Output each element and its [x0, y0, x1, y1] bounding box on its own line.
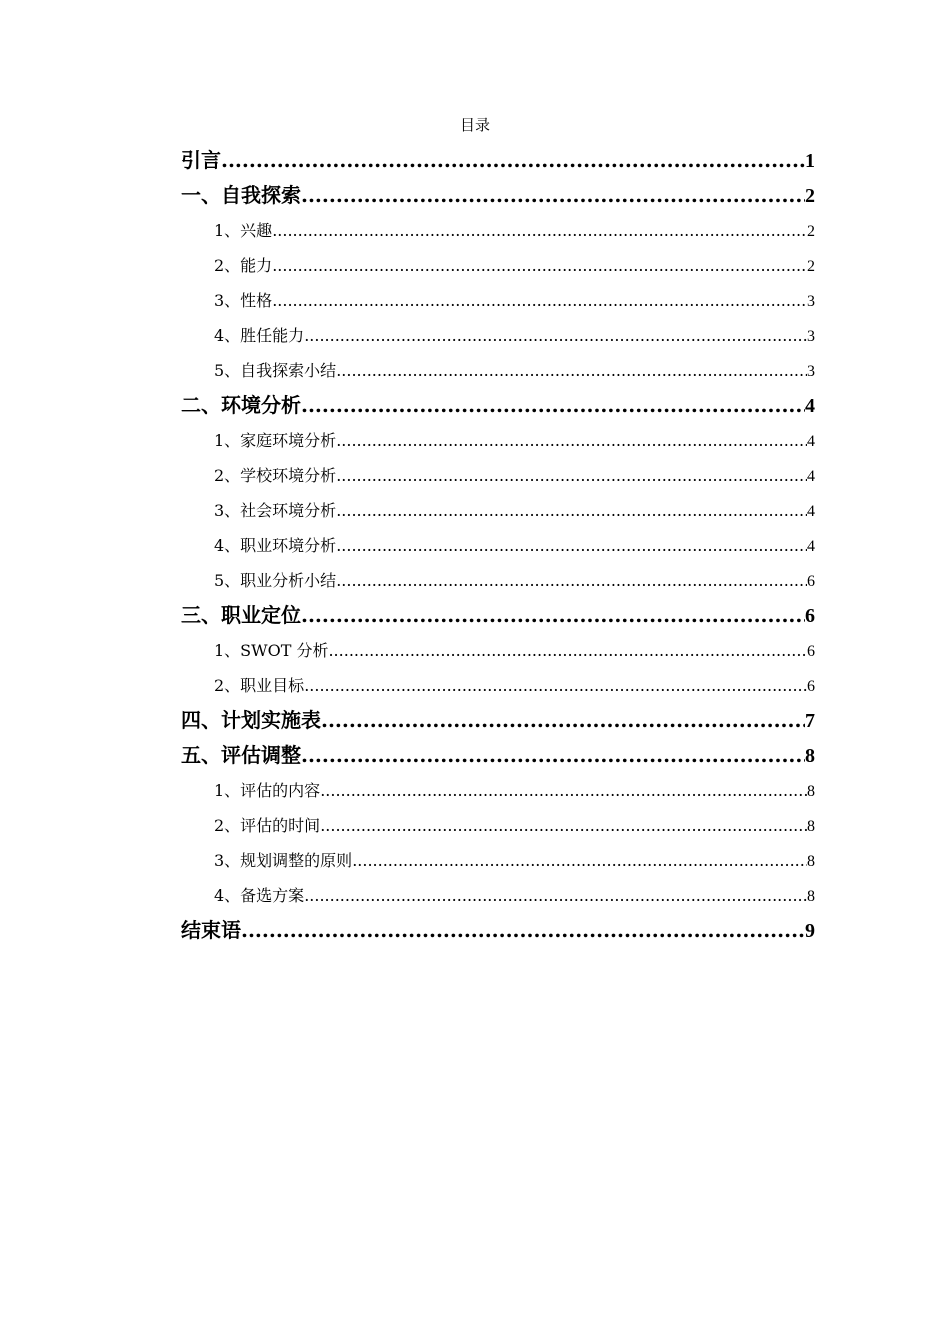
toc-entry-label: 五、评估调整 [181, 743, 301, 767]
toc-entry-label: 2、学校环境分析 [214, 466, 337, 485]
toc-page-number: 6 [807, 573, 815, 590]
toc-page-number: 6 [805, 605, 815, 627]
toc-section-entry[interactable] [181, 283, 815, 318]
toc-chapter-entry[interactable] [181, 178, 815, 213]
toc-entry-label: 引言 [181, 148, 221, 172]
toc-page-number: 2 [807, 258, 815, 275]
toc-page-number: 3 [807, 328, 815, 345]
toc-page-number: 4 [807, 468, 815, 485]
toc-dot-leader [301, 738, 805, 773]
toc-entry-label: 2、评估的时间 [214, 816, 321, 835]
toc-page-number: 8 [807, 818, 815, 835]
toc-dot-leader [272, 248, 807, 283]
toc-section-entry[interactable] [181, 668, 815, 703]
toc-page-number: 8 [805, 745, 815, 767]
toc-chapter-entry[interactable] [181, 738, 815, 773]
toc-dot-leader [336, 423, 807, 458]
toc-section-entry[interactable] [181, 318, 815, 353]
toc-page-number: 2 [807, 223, 815, 240]
toc-entry-label: 3、社会环境分析 [214, 501, 337, 520]
toc-dot-leader [272, 213, 807, 248]
toc-section-entry[interactable] [181, 633, 815, 668]
toc-section-entry[interactable] [181, 563, 815, 598]
toc-page-number: 4 [807, 433, 815, 450]
toc-section-entry[interactable] [181, 248, 815, 283]
toc-dot-leader [301, 598, 805, 633]
toc-chapter-entry[interactable] [181, 143, 815, 178]
toc-entry-label: 一、自我探索 [181, 183, 301, 207]
toc-entry-label: 四、计划实施表 [181, 708, 321, 732]
toc-entry-label: 3、规划调整的原则 [214, 851, 353, 870]
toc-dot-leader [336, 493, 807, 528]
toc-section-entry[interactable] [181, 458, 815, 493]
toc-section-entry[interactable] [181, 843, 815, 878]
toc-dot-leader [301, 178, 805, 213]
toc-entry-label: 3、性格 [214, 291, 273, 310]
toc-page-number: 2 [805, 185, 815, 207]
toc-page-number: 7 [805, 710, 815, 732]
toc-dot-leader [320, 808, 807, 843]
toc-section-entry[interactable] [181, 878, 815, 913]
toc-dot-leader [221, 143, 805, 178]
toc-entry-label: 2、职业目标 [214, 676, 305, 695]
toc-section-entry[interactable] [181, 213, 815, 248]
toc-title: 目录 [459, 116, 490, 134]
toc-entry-label: 4、备选方案 [214, 886, 305, 905]
toc-dot-leader [272, 283, 807, 318]
toc-dot-leader [352, 843, 807, 878]
toc-section-entry[interactable] [181, 808, 815, 843]
toc-section-entry[interactable] [181, 423, 815, 458]
toc-page-number: 3 [807, 363, 815, 380]
toc-entry-label: 4、职业环境分析 [214, 536, 337, 555]
toc-section-entry[interactable] [181, 528, 815, 563]
toc-dot-leader [304, 668, 807, 703]
toc-page-number: 4 [807, 538, 815, 555]
toc-page-number: 8 [807, 888, 815, 905]
toc-section-entry[interactable] [181, 493, 815, 528]
toc-page-number: 4 [807, 503, 815, 520]
toc-chapter-entry[interactable] [181, 598, 815, 633]
toc-page-number: 8 [807, 783, 815, 800]
toc-dot-leader [304, 878, 807, 913]
toc-entry-label: 1、评估的内容 [214, 781, 321, 800]
toc-entry-label: 1、家庭环境分析 [214, 431, 337, 450]
toc-dot-leader [336, 563, 807, 598]
toc-dot-leader [321, 703, 805, 738]
toc-section-entry[interactable] [181, 773, 815, 808]
toc-page-number: 4 [805, 395, 815, 417]
toc-chapter-entry[interactable] [181, 913, 815, 948]
toc-chapter-entry[interactable] [181, 703, 815, 738]
toc-page-number: 9 [805, 920, 815, 942]
toc-entry-label: 2、能力 [214, 256, 273, 275]
toc-dot-leader [336, 528, 807, 563]
toc-entry-label: 结束语 [181, 918, 241, 942]
toc-entry-label: 二、环境分析 [181, 393, 301, 417]
toc-dot-leader [241, 913, 805, 948]
toc-entry-label: 5、职业分析小结 [214, 571, 337, 590]
toc-page-number: 3 [807, 293, 815, 310]
toc-entry-label: 4、胜任能力 [214, 326, 305, 345]
toc-dot-leader [328, 633, 807, 668]
toc-page-number: 6 [807, 643, 815, 660]
toc-entry-label: 三、职业定位 [181, 603, 301, 627]
toc-dot-leader [301, 388, 805, 423]
toc-page-number: 1 [805, 150, 815, 172]
toc-dot-leader [304, 318, 807, 353]
toc-entry-label: 1、SWOT 分析 [214, 641, 329, 660]
toc-section-entry[interactable] [181, 353, 815, 388]
toc-entry-label: 5、自我探索小结 [214, 361, 337, 380]
toc-dot-leader [336, 353, 807, 388]
toc-page-number: 6 [807, 678, 815, 695]
toc-dot-leader [336, 458, 807, 493]
toc-page-number: 8 [807, 853, 815, 870]
toc-list [181, 143, 815, 948]
toc-entry-label: 1、兴趣 [214, 221, 273, 240]
toc-chapter-entry[interactable] [181, 388, 815, 423]
toc-dot-leader [320, 773, 807, 808]
